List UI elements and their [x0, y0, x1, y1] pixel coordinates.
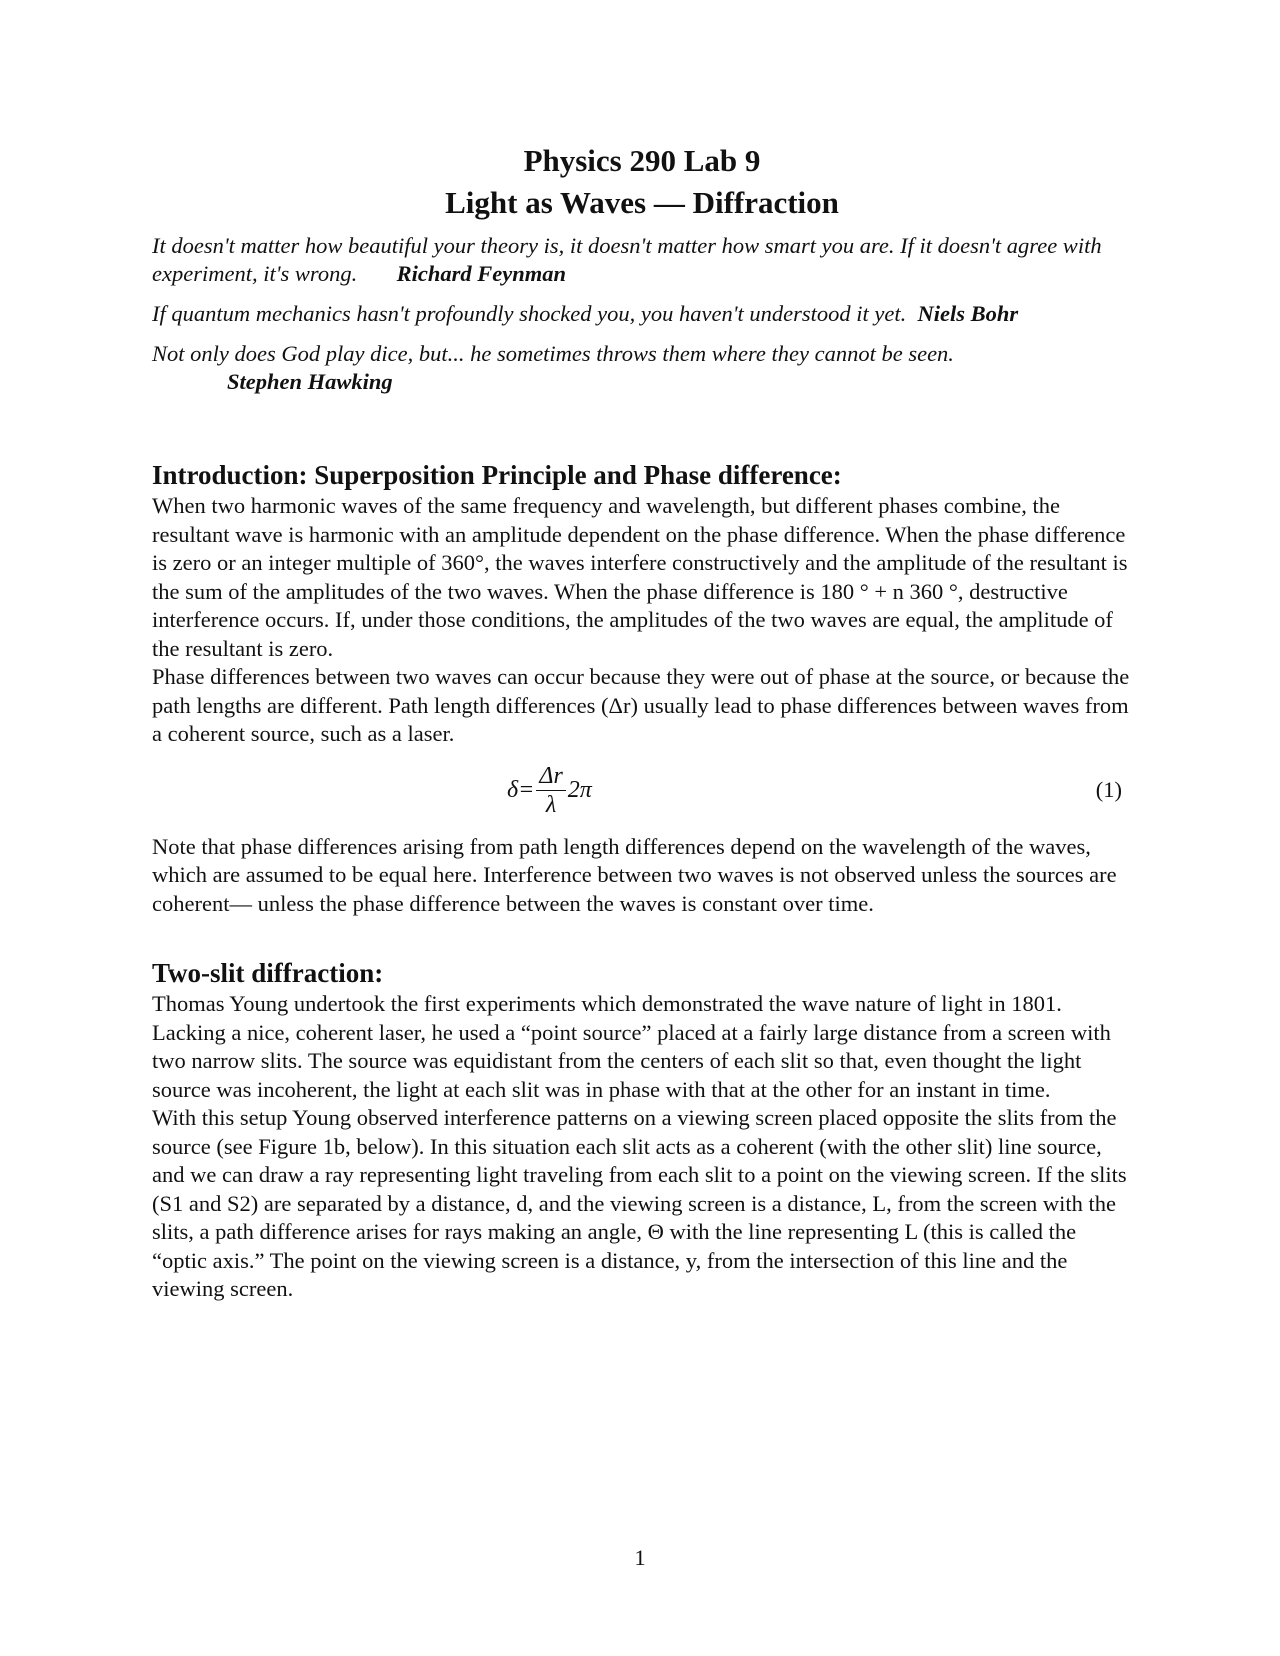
title-line-1: Physics 290 Lab 9 — [523, 143, 761, 178]
intro-paragraph-2: Phase differences between two waves can occur because they were out of phase at the source, or because the path lengths are different. Path length differences (Δr) usually lead to phase differences between waves from a coherent source, such as a laser. — [152, 664, 1130, 746]
equation-body — [507, 759, 592, 823]
section-heading-introduction: Introduction: Superposition Principle and Phase difference: — [152, 460, 842, 490]
quote-author: Richard Feynman — [396, 261, 566, 286]
section-heading-two-slit: Two-slit diffraction: — [152, 958, 384, 988]
intro-paragraph-3: Note that phase differences arising from path length differences depend on the wavelength of the waves, which are assumed to be equal here. Interference between two waves is not observed unless the sources are coherent— unless the phase difference between the waves is constant over time. — [152, 833, 1117, 916]
page-number: 1 — [634, 1545, 646, 1570]
page-content — [152, 140, 1132, 1304]
quote-hawking — [152, 340, 1132, 396]
page-title — [152, 140, 1132, 224]
quote-author: Niels Bohr — [917, 301, 1019, 326]
quote-feynman — [152, 232, 1132, 288]
equation-fraction — [536, 762, 565, 819]
equation-denominator: λ — [545, 792, 557, 818]
quote-text: It doesn't matter how beautiful your theory is, it doesn't matter how smart you are. If it doesn't agree with experiment, it's wrong. — [152, 233, 1102, 286]
two-slit-paragraph-1: Thomas Young undertook the first experiments which demonstrated the wave nature of light in 1801. Lacking a nice, coherent laser, he used a “point source” placed at a fairly large distance from a screen with two narrow slits. The source was equidistant from the centers of each slit so that, even thought the light source was incoherent, the light at each slit was in phase with that at the other for an instant in time. — [152, 991, 1111, 1102]
title-line-2: Light as Waves — Diffraction — [445, 185, 839, 220]
quote-text: If quantum mechanics hasn't profoundly shocked you, you haven't understood it yet. — [152, 301, 907, 326]
quote-bohr — [152, 300, 1132, 328]
quote-author: Stephen Hawking — [227, 369, 393, 394]
equation-number: (1) — [1095, 776, 1122, 802]
equation-numerator: Δr — [536, 762, 565, 791]
equation-factor: 2π — [567, 777, 592, 803]
intro-paragraph-1: When two harmonic waves of the same frequency and wavelength, but different phases combine, the resultant wave is harmonic with an amplitude dependent on the phase difference. When the phase difference is zero or an integer multiple of 360°, the waves interfere constructively and the amplitude of the resultant is the sum of the amplitudes of the two waves. When the phase difference is 180 ° + n 360 °, destructive interference occurs. If, under those conditions, the amplitudes of the two waves are equal, the amplitude of the resultant is zero. — [152, 493, 1128, 661]
equation-lhs: δ= — [507, 777, 535, 803]
equation-1 — [152, 759, 1132, 823]
two-slit-paragraph-2: With this setup Young observed interference patterns on a viewing screen placed opposite the slits from the source (see Figure 1b, below). In this situation each slit acts as a coherent (with the other slit) line source, and we can draw a ray representing light traveling from each slit to a point on the viewing screen. If the slits (S1 and S2) are separated by a distance, d, and the viewing screen is a distance, L, from the screen with the slits, a path difference arises for rays making an angle, Θ with the line representing L (this is called the “optic axis.” The point on the viewing screen is a distance, y, from the intersection of this line and the viewing screen. — [152, 1105, 1127, 1301]
quote-text: Not only does God play dice, but... he sometimes throws them where they cannot be seen. — [152, 341, 954, 366]
